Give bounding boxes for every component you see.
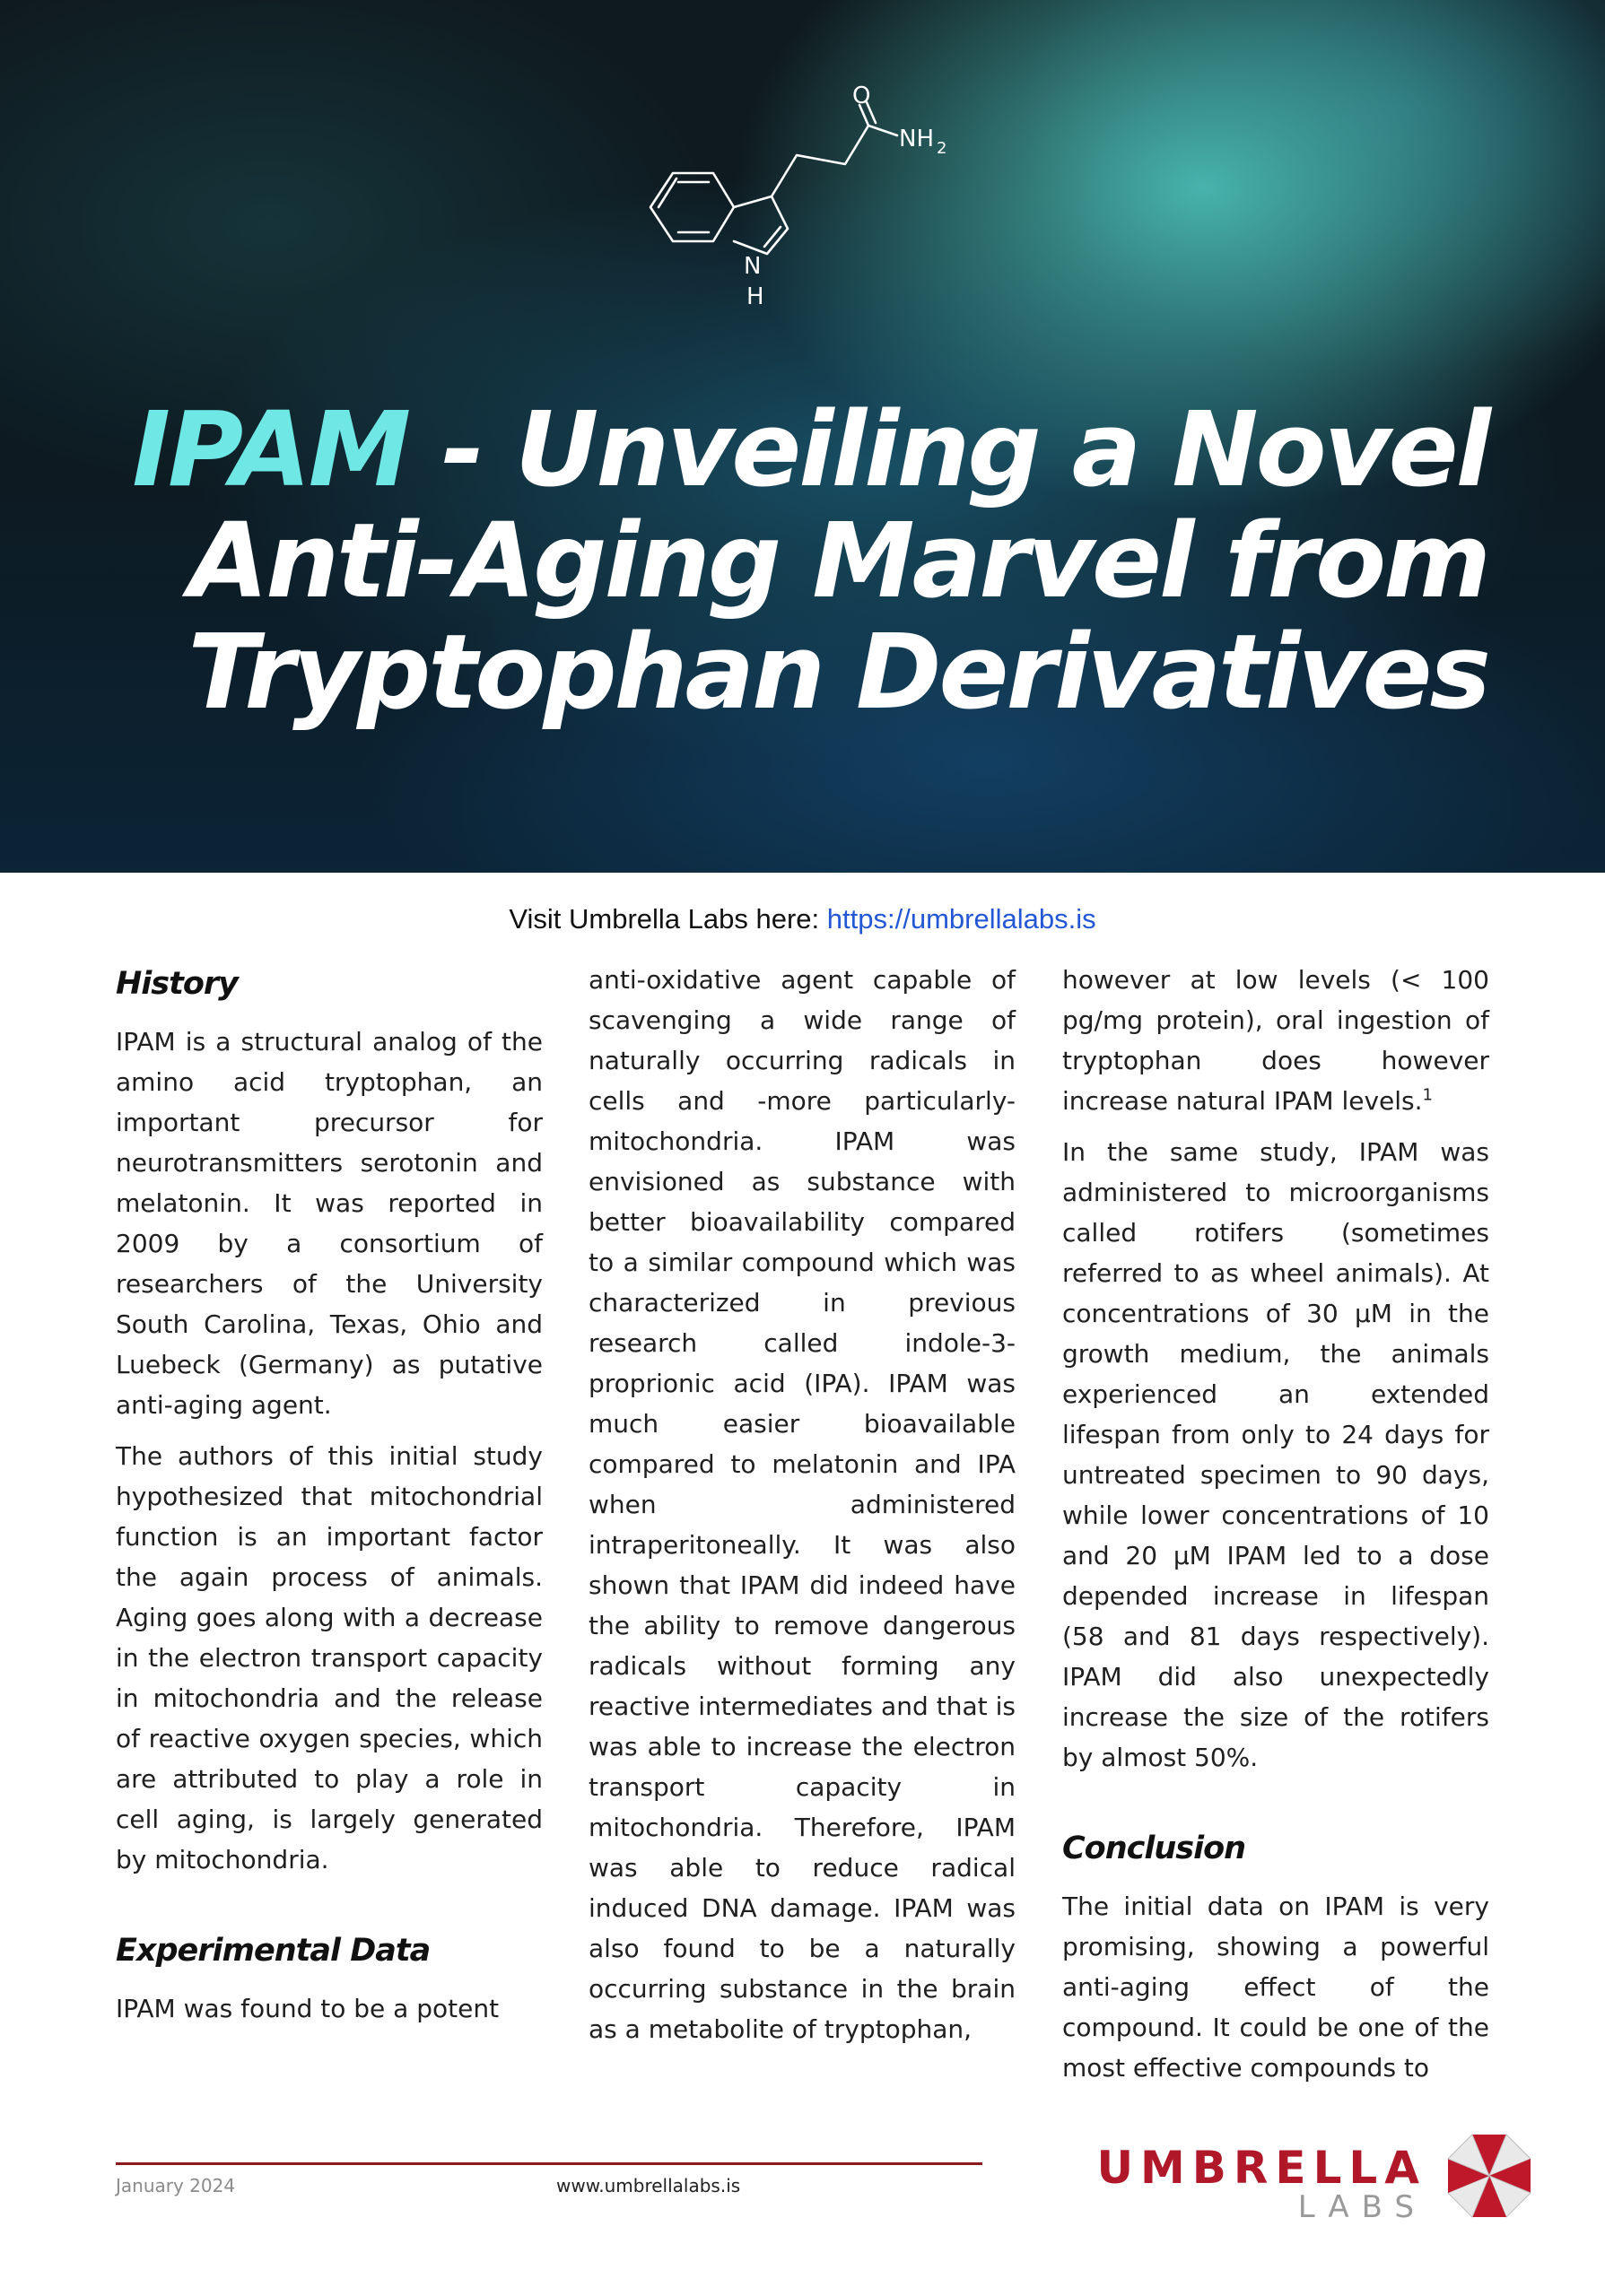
ipam-molecule-structure [637,85,978,327]
paragraph: In the same study, IPAM was administered to microorganisms called rotifers (sometimes referred to as wheel animals). At concentrations of 30 µM in the growth medium, the animals experienced an extended lifespan from only to 24 days for untreated specimen to 90 days, while lower concentrations of 10 and 20 µM IPAM led to a dose depended increase in lifespan (58 and 81 days respectively). IPAM did also unexpectedly increase the size of the rotifers by almost 50%. [1062,1137,1489,1772]
visit-line [0,903,1605,935]
column-2 [589,960,1016,2060]
title-line-2: Anti-Aging Marvel from [188,501,1488,622]
hydrogen-label: H [746,283,764,310]
footer-url[interactable]: www.umbrellalabs.is [556,2175,741,2196]
oxygen-label: O [852,85,871,109]
paragraph-text: however at low levels (< 100 pg/mg protein), oral ingestion of tryptophan does however increase natural IPAM levels. [1062,965,1489,1116]
double-bond [764,227,781,247]
paragraph: IPAM was found to be a potent [116,1994,500,2023]
amine-subscript: 2 [937,139,947,158]
column-3 [1062,960,1489,2099]
logo-subtitle: LABS [1297,2189,1426,2225]
column-1 [116,960,543,2039]
benzene-ring [650,173,734,241]
paragraph: The authors of this initial study hypothesized that mitochondrial function is an important factor the again process of animals. Aging goes along with a decrease in the electron transport capacity in mitochondria and the release of reactive oxygen species, which are attributed to play a role in cell aging, is largely generated by mitochondria. [116,1441,543,1874]
title-accent: IPAM [132,390,409,510]
hero-banner [0,0,1605,873]
page-title [107,390,1488,733]
paragraph [1062,960,1489,1121]
paragraph: The initial data on IPAM is very promising, showing a powerful anti-aging effect of the compound. It could be one of the most effective compounds to [1062,1892,1489,2083]
footer-rule [116,2162,982,2165]
visit-text: Visit Umbrella Labs here: [509,903,827,935]
website-link[interactable]: https://umbrellalabs.is [826,903,1096,935]
amide-bond [868,126,897,135]
side-chain [772,126,868,196]
heading-conclusion: Conclusion [1062,1831,1246,1866]
paragraph: anti-oxidative agent capable of scavenging a wide range of naturally occurring radicals in cells and -more particularly- mitochondria. IPAM was envisioned as substance with better bioavailability compared to a similar compound which was characterized in previous research called indole-3-proprionic acid (IPA). IPAM was much easier bioavailable compared to melatonin and IPA when administered intraperitoneally. It was also shown that IPAM did indeed have the ability to remove dangerous radicals without forming any reactive intermediates and that is was able to increase the electron transport capacity in mitochondria. Therefore, IPAM was able to reduce radical induced DNA damage. IPAM was also found to be a naturally occurring substance in the brain as a metabolite of tryptophan, [589,965,1016,2044]
heading-history: History [116,966,238,1002]
heading-experimental-data: Experimental Data [116,1933,431,1969]
footnote-ref: 1 [1422,1085,1433,1105]
paragraph: IPAM is a structural analog of the amino acid tryptophan, an important precursor for neurotransmitters serotonin and melatonin. It was reported in 2009 by a consortium of researchers of the University South Carolina, Texas, Ohio and Luebeck (Germany) as putative anti-aging agent. [116,1027,543,1420]
amine-label: NH [899,126,934,152]
logo-wordmark: UMBRELLA [1096,2142,1426,2194]
pyrrole-ring [734,196,788,254]
umbrella-logo-icon [1443,2129,1536,2222]
footer-date: January 2024 [116,2175,236,2196]
title-line-1: - Unveiling a Novel [408,390,1488,510]
nitrogen-label: N [744,253,762,280]
title-line-3: Tryptophan Derivatives [188,613,1488,733]
